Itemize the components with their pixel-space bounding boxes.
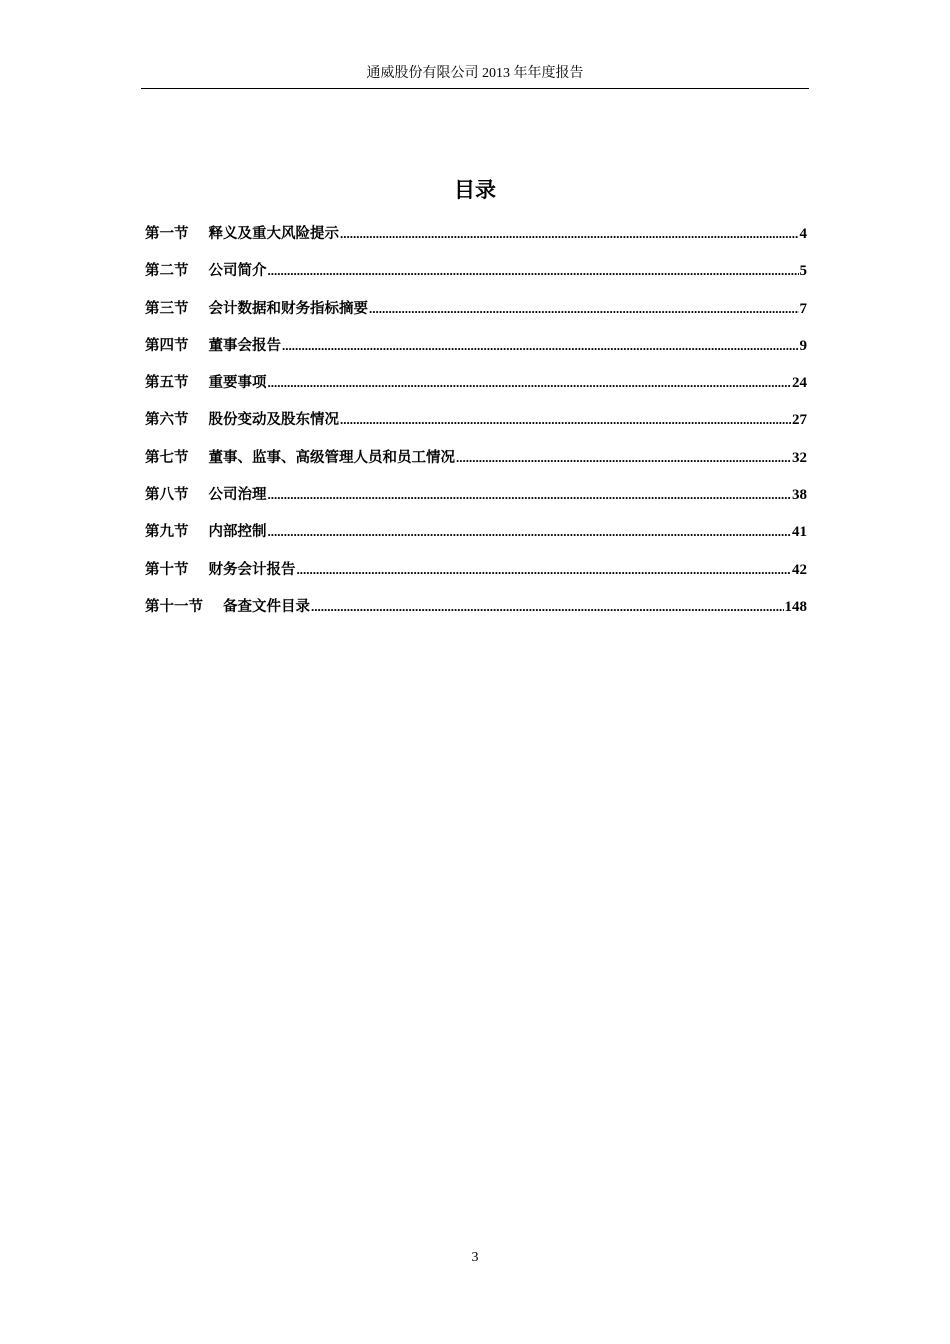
toc-page-number: 9 [799,337,807,354]
toc-dot-leader [340,223,799,245]
toc-entry[interactable] [145,223,807,260]
toc-entry[interactable] [145,372,807,409]
header-rule [141,88,809,89]
toc-section-number: 第四节 [145,337,189,354]
toc-page-number: 38 [792,487,807,504]
toc-section-title: 董事会报告 [208,337,281,354]
toc-page-number: 5 [799,263,807,280]
toc-section-number: 第一节 [145,226,189,242]
toc-section-number: 第十节 [145,561,189,578]
toc-dot-leader [268,521,792,543]
toc-section-number: 第九节 [145,524,189,541]
toc-dot-leader [268,372,792,394]
toc-section-title: 公司治理 [208,487,267,504]
toc-section-title: 会计数据和财务指标摘要 [208,300,368,317]
toc-dot-leader [282,335,799,357]
toc-page-number: 24 [792,375,807,392]
toc-section-number: 第六节 [145,412,189,429]
toc-section-number: 第七节 [145,449,189,466]
toc-section-number: 第二节 [145,263,189,280]
toc-section-title: 董事、监事、高级管理人员和员工情况 [208,449,455,466]
toc-entry[interactable] [145,559,807,596]
toc-page-number: 4 [799,226,807,242]
toc-title: 目录 [454,178,496,202]
page-header: 通威股份有限公司 2013 年年度报告 [366,66,584,81]
toc-page-number: 7 [799,300,807,317]
toc-section-title: 财务会计报告 [208,561,296,578]
toc-page-number: 41 [792,524,807,541]
toc-entry[interactable] [145,484,807,521]
toc-entry[interactable] [145,521,807,558]
toc-dot-leader [268,260,799,282]
toc-page-number: 32 [792,449,807,466]
toc-dot-leader [456,447,791,469]
toc-page-number: 148 [784,598,807,615]
toc-dot-leader [268,484,792,506]
toc-entry[interactable] [145,409,807,446]
toc-dot-leader [340,409,791,431]
toc-section-title: 内部控制 [208,524,267,541]
toc-entry[interactable] [145,260,807,297]
table-of-contents [145,223,807,633]
toc-entry[interactable] [145,596,807,633]
toc-dot-leader [369,298,799,320]
toc-page-number: 42 [792,561,807,578]
toc-section-title: 备查文件目录 [223,598,310,615]
page-number: 3 [471,1250,479,1265]
toc-section-title: 股份变动及股东情况 [208,412,339,429]
toc-dot-leader [297,559,792,581]
toc-section-title: 重要事项 [208,375,267,392]
toc-entry[interactable] [145,335,807,372]
toc-section-number: 第三节 [145,300,189,317]
toc-page-number: 27 [792,412,807,429]
toc-entry[interactable] [145,298,807,335]
toc-entry[interactable] [145,447,807,484]
toc-section-number: 第八节 [145,487,189,504]
toc-dot-leader [311,596,784,618]
toc-section-title: 释义及重大风险提示 [208,226,339,242]
toc-section-number: 第十一节 [145,598,203,615]
toc-section-title: 公司简介 [208,263,267,280]
toc-section-number: 第五节 [145,375,189,392]
